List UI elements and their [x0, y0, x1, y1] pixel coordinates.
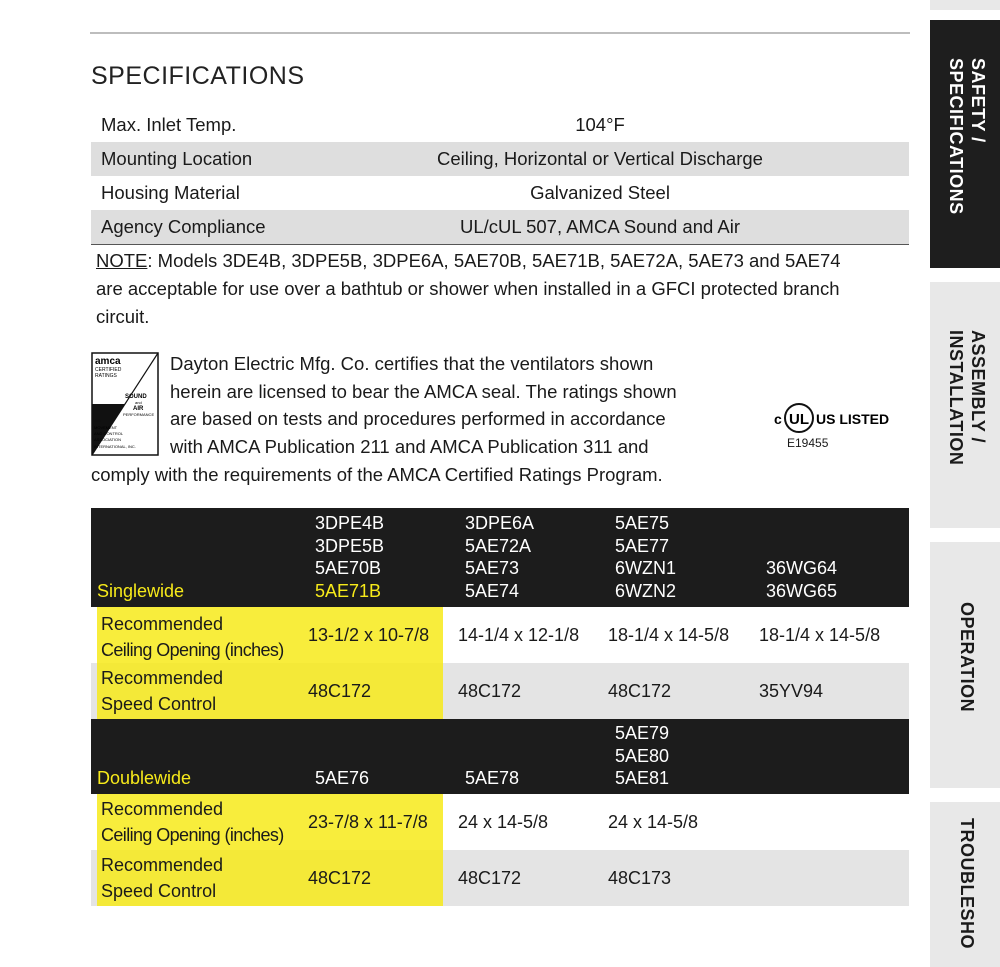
tab-label: TROUBLESHO — [957, 818, 977, 949]
tab-assembly-installation[interactable] — [930, 282, 1000, 528]
doublewide-header-row — [91, 719, 909, 794]
amca-line: are based on tests and procedures performed in accordance — [170, 408, 666, 430]
spec-value: UL/cUL 507, AMCA Sound and Air — [351, 210, 909, 244]
singlewide-header-row — [91, 508, 909, 607]
singlewide-label: Singlewide — [97, 581, 185, 601]
doublewide-col-1 — [315, 767, 369, 790]
amca-brand: amca — [95, 356, 121, 367]
model-number: 5AE78 — [465, 768, 520, 788]
tab-operation[interactable] — [930, 542, 1000, 788]
opening-label — [101, 611, 284, 663]
amca-line: comply with the requirements of the AMCA Certified Ratings Program. — [91, 463, 663, 485]
model-number: 5AE79 — [615, 723, 670, 743]
doublewide-label: Doublewide — [97, 768, 192, 788]
model-number: 5AE71B — [315, 580, 382, 601]
speed-value: 35YV94 — [759, 681, 824, 701]
amca-performance: PERFORMANCE — [123, 412, 155, 417]
amca-and-control: AND CONTROL — [94, 431, 124, 436]
amca-line: herein are licensed to bear the AMCA seal. The ratings shown — [170, 380, 677, 402]
note-line-1: : Models 3DE4B, 3DPE5B, 3DPE6A, 5AE70B, 5AE71B, 5AE72A, 5AE73 and 5AE74 — [147, 250, 841, 271]
speed-label-line: Speed Control — [101, 694, 217, 714]
ul-file-number: E19455 — [787, 436, 829, 450]
specifications-table — [91, 108, 909, 244]
opening-value: 13-1/2 x 10-7/8 — [308, 625, 430, 645]
speed-label — [101, 852, 223, 904]
note-line-3: circuit. — [96, 306, 150, 327]
opening-label-line: Recommended — [101, 614, 224, 634]
model-number: 3DPE6A — [465, 513, 535, 533]
model-number: 3DPE4B — [315, 513, 385, 533]
doublewide-col-2 — [465, 767, 519, 790]
singlewide-col-4 — [766, 557, 837, 602]
amca-international: INTERNATIONAL, INC. — [94, 444, 136, 449]
spec-label: Agency Compliance — [91, 210, 351, 244]
amca-air-small: AIR — [94, 418, 101, 423]
doublewide-opening-row — [91, 794, 909, 850]
speed-value: 48C172 — [458, 681, 522, 701]
speed-label — [101, 665, 223, 717]
spec-row — [91, 142, 909, 176]
spec-label: Housing Material — [101, 182, 240, 203]
model-number: 5AE73 — [465, 558, 520, 578]
opening-value: 18-1/4 x 14-5/8 — [608, 625, 730, 645]
opening-value: 18-1/4 x 14-5/8 — [759, 625, 881, 645]
singlewide-col-3 — [615, 512, 676, 602]
model-number: 36WG65 — [766, 580, 838, 601]
amca-certified: CERTIFIED — [95, 367, 122, 373]
note-prefix: NOTE — [96, 250, 148, 271]
spec-row — [91, 210, 909, 244]
singlewide-opening-row — [91, 607, 909, 663]
opening-label-line: Ceiling Opening (inches) — [101, 640, 284, 660]
speed-label-line: Recommended — [101, 668, 224, 688]
model-number: 5AE75 — [615, 513, 670, 533]
spec-label: Mounting Location — [91, 142, 351, 176]
tab-label: ASSEMBLY / INSTALLATION — [946, 330, 988, 466]
model-number: 3DPE5B — [315, 535, 385, 556]
opening-value: 14-1/4 x 12-1/8 — [458, 625, 580, 645]
model-number: 5AE74 — [465, 580, 520, 601]
speed-value: 48C172 — [308, 868, 372, 888]
speed-value: 48C172 — [308, 681, 372, 701]
doublewide-col-3 — [615, 722, 669, 790]
ul-symbol: UL — [789, 411, 809, 428]
opening-value: 24 x 14-5/8 — [608, 812, 699, 832]
opening-value: 24 x 14-5/8 — [458, 812, 549, 832]
amca-line: Dayton Electric Mfg. Co. certifies that the ventilators shown — [170, 353, 654, 374]
speed-value: 48C172 — [458, 868, 522, 888]
spec-row — [91, 108, 909, 142]
amca-air: AIR — [133, 406, 144, 412]
tab-label: SAFETY / SPECIFICATIONS — [946, 58, 988, 215]
amca-movement: MOVEMENT — [94, 425, 118, 430]
amca-and: and — [135, 400, 142, 405]
tab-top-edge — [930, 0, 1000, 10]
ul-c: c — [774, 411, 782, 427]
speed-label-line: Recommended — [101, 855, 224, 875]
singlewide-col-2 — [465, 512, 534, 602]
model-number: 5AE81 — [615, 768, 670, 788]
note-line-2: are acceptable for use over a bathtub or shower when installed in a GFCI protected branch — [96, 278, 840, 299]
opening-label-line: Recommended — [101, 799, 224, 819]
model-number: 5AE77 — [615, 535, 670, 556]
spec-value: Ceiling, Horizontal or Vertical Discharge — [351, 142, 909, 176]
amca-certification-text — [91, 350, 731, 489]
opening-label — [101, 796, 284, 848]
singlewide-speed-row — [91, 663, 909, 719]
section-title: SPECIFICATIONS — [91, 62, 305, 90]
spec-row — [91, 176, 909, 210]
speed-value: 48C172 — [608, 681, 672, 701]
top-rule — [90, 32, 910, 34]
amca-sound: SOUND — [125, 394, 147, 400]
model-number: 5AE72A — [465, 535, 532, 556]
spec-value: 104°F — [575, 114, 625, 135]
amca-line: with AMCA Publication 211 and AMCA Publication 311 and — [170, 436, 649, 458]
ul-us-listed: US LISTED — [816, 411, 890, 427]
speed-value: 48C173 — [608, 868, 672, 888]
amca-association: ASSOCIATION — [94, 437, 122, 442]
spec-value: Galvanized Steel — [530, 182, 670, 203]
model-number: 5AE80 — [615, 745, 670, 766]
spec-label: Max. Inlet Temp. — [101, 114, 237, 135]
model-number: 5AE70B — [315, 558, 382, 578]
tab-label: OPERATION — [957, 602, 977, 713]
opening-value: 23-7/8 x 11-7/8 — [308, 812, 428, 832]
singlewide-col-1 — [315, 512, 384, 602]
speed-label-line: Speed Control — [101, 881, 217, 901]
amca-ratings: RATINGS — [95, 373, 117, 379]
tab-safety-specifications[interactable] — [930, 20, 1000, 268]
model-number: 5AE76 — [315, 768, 370, 788]
doublewide-speed-row — [91, 850, 909, 906]
note-paragraph — [96, 247, 908, 331]
model-number: 6WZN2 — [615, 580, 677, 601]
amca-seal-logo — [91, 352, 159, 456]
model-number: 6WZN1 — [615, 558, 677, 578]
model-number: 36WG64 — [766, 558, 838, 578]
opening-label-line: Ceiling Opening (inches) — [101, 825, 284, 845]
spec-table-bottom-rule — [91, 244, 909, 245]
models-table — [91, 508, 909, 906]
tab-troubleshooting[interactable] — [930, 802, 1000, 967]
